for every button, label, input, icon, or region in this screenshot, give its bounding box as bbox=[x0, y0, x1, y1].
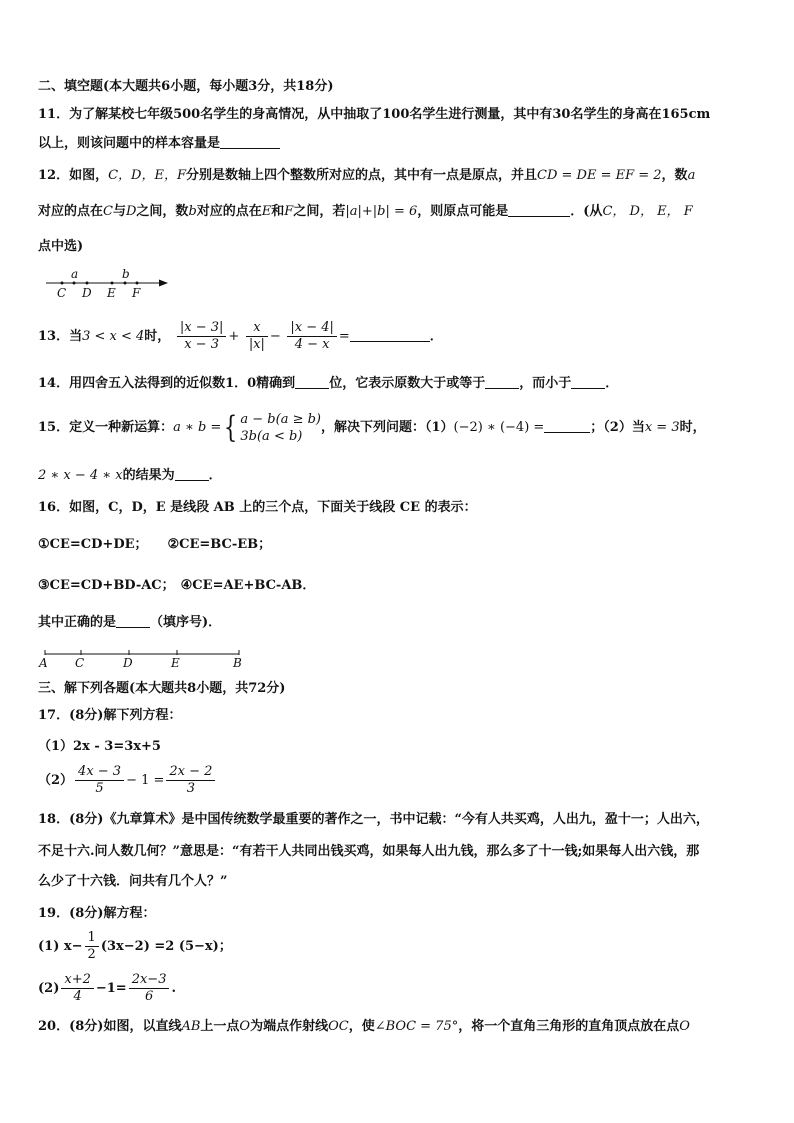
q12-text: ，则原点可能是 bbox=[417, 204, 509, 219]
q15-cases bbox=[240, 411, 321, 445]
q19-part2 bbox=[38, 970, 176, 1008]
fraction-denominator: 6 bbox=[144, 989, 154, 1004]
q20-text: ，使 bbox=[348, 1019, 375, 1034]
q13-fraction-3 bbox=[287, 320, 337, 353]
q14-text: 14．用四舍五入法得到的近似数1．0精确到 bbox=[38, 376, 296, 391]
q17-fraction-1 bbox=[75, 764, 124, 797]
label-C: C bbox=[57, 286, 67, 300]
q11-answer-blank bbox=[220, 136, 280, 149]
q16-option-1: ①CE=CD+DE； bbox=[38, 537, 148, 552]
q16-line1: 16．如图，C，D，E 是线段 AB 上的三个点，下面关于线段 CE 的表示： bbox=[38, 500, 477, 515]
point-b bbox=[124, 282, 127, 285]
q15-condition: x = 3 bbox=[644, 420, 680, 435]
q19-operator: −1= bbox=[95, 981, 127, 996]
fraction-denominator: 4 bbox=[73, 989, 82, 1004]
label-E: E bbox=[107, 286, 116, 300]
q12-text: 之间，数 bbox=[136, 204, 189, 219]
q19-fraction-half bbox=[85, 930, 99, 963]
q14-line bbox=[38, 375, 618, 393]
q20-text: ，将一个直角三角形的直角顶点放在点 bbox=[458, 1019, 680, 1034]
q17-operator: − 1 = bbox=[126, 773, 165, 788]
q15-case-2: 3b(a < b) bbox=[240, 428, 303, 444]
q12-answer-blank bbox=[508, 204, 570, 217]
q20-var: O bbox=[679, 1019, 690, 1034]
q13-text: 时， bbox=[144, 329, 171, 344]
fraction-denominator: x − 3 bbox=[184, 337, 219, 352]
section3-heading: 三、解下列各题(本大题共8小题，共72分) bbox=[38, 681, 286, 696]
q15-brace: { bbox=[224, 409, 238, 445]
q12-vars: C，D，E，F bbox=[108, 168, 186, 183]
fraction-numerator: x bbox=[246, 320, 268, 337]
q19-part1-label: (1) x− bbox=[38, 939, 83, 954]
fraction-numerator: 1 bbox=[85, 930, 99, 947]
q15-case-1: a − b(a ≥ b) bbox=[240, 411, 321, 427]
q12-text: 之间，若 bbox=[293, 204, 346, 219]
fraction-denominator: 2 bbox=[87, 947, 96, 962]
q16-line2 bbox=[38, 536, 271, 554]
q17-title: 17．(8分)解下列方程： bbox=[38, 708, 182, 723]
q12-equation: |a|+|b| = 6 bbox=[345, 204, 418, 219]
q12-line2 bbox=[38, 203, 693, 221]
label-A: A bbox=[39, 656, 48, 670]
q15-text: ． bbox=[208, 468, 222, 483]
q15-blank-1 bbox=[544, 420, 590, 433]
point-a bbox=[73, 282, 76, 285]
q12-var-a: a bbox=[687, 168, 696, 183]
q16-option-3: ③CE=CD+BD-AC； bbox=[38, 578, 175, 593]
q18-line2: 不足十六.问人数几何？”意思是：“有若干人共同出钱买鸡，如果每人出九钱，那么多了十一钱;如果每人出六钱，那 bbox=[38, 844, 700, 859]
q15-text: 的结果为 bbox=[122, 468, 175, 483]
label-C: C bbox=[75, 656, 85, 670]
fraction-numerator: 2x − 2 bbox=[166, 764, 215, 781]
q20-text: 上一点 bbox=[200, 1019, 240, 1034]
q14-blank-3 bbox=[571, 376, 605, 389]
q19-part2-label: (2) bbox=[38, 981, 60, 996]
q12-var: D bbox=[125, 204, 137, 219]
fraction-numerator: |x − 3| bbox=[177, 320, 227, 337]
q15-blank-2 bbox=[175, 468, 209, 481]
q15-expression: (−2) ∗ (−4) = bbox=[453, 420, 545, 435]
q20-var: AB bbox=[181, 1019, 201, 1034]
label-b: b bbox=[122, 267, 130, 281]
q14-blank-2 bbox=[485, 376, 519, 389]
q14-text: ，而小于 bbox=[519, 376, 572, 391]
q13-text: ． bbox=[429, 329, 443, 344]
q17-part1: （1）2x - 3=3x+5 bbox=[38, 739, 161, 754]
label-D: D bbox=[82, 286, 92, 300]
q15-text: 15．定义一种新运算： bbox=[38, 420, 174, 435]
q19-fraction-2 bbox=[129, 972, 170, 1005]
q12-text: 和 bbox=[271, 204, 285, 219]
q19-fraction-1 bbox=[61, 972, 94, 1005]
fraction-denominator: 5 bbox=[95, 781, 104, 796]
q11-text: 以上，则该问题中的样本容量是 bbox=[38, 136, 221, 151]
q13-fraction-2 bbox=[246, 320, 268, 353]
q16-text: （填序号)． bbox=[150, 615, 222, 630]
q20-var: OC bbox=[328, 1019, 349, 1034]
point-D bbox=[86, 282, 89, 285]
label-B: B bbox=[233, 656, 242, 670]
point-E bbox=[111, 282, 114, 285]
q16-line4 bbox=[38, 614, 221, 632]
q13-plus: + bbox=[228, 329, 240, 344]
q20-var: O bbox=[239, 1019, 251, 1034]
q16-segment-figure bbox=[36, 647, 251, 671]
fraction-numerator: |x − 4| bbox=[287, 320, 337, 337]
q15-line1 bbox=[38, 408, 706, 448]
q12-line1 bbox=[38, 167, 695, 185]
q12-text: 12．如图， bbox=[38, 168, 109, 183]
fraction-numerator: x+2 bbox=[61, 972, 94, 989]
q12-text: ，数 bbox=[661, 168, 688, 183]
q13-equals: = bbox=[338, 329, 350, 344]
q12-line3: 点中选) bbox=[38, 239, 84, 254]
fraction-denominator: 3 bbox=[186, 781, 196, 796]
q13-condition: 3 < x < 4 bbox=[82, 329, 145, 344]
fraction-numerator: 4x − 3 bbox=[75, 764, 124, 781]
q12-text: 对应的点在 bbox=[38, 204, 104, 219]
q13-answer-blank bbox=[350, 329, 430, 342]
q14-blank-1 bbox=[295, 376, 329, 389]
q20-line1 bbox=[38, 1018, 690, 1036]
q15-text: ；（2）当 bbox=[590, 420, 645, 435]
q20-text: 20．(8分)如图，以直线 bbox=[38, 1019, 182, 1034]
point-C bbox=[61, 282, 64, 285]
q12-var: F bbox=[284, 204, 294, 219]
q13-minus: − bbox=[269, 329, 281, 344]
number-line-arrow bbox=[159, 280, 168, 287]
q14-text: 位，它表示原数大于或等于 bbox=[329, 376, 486, 391]
q17-part2-label: （2） bbox=[38, 773, 74, 788]
q16-option-4: ④CE=AE+BC-AB． bbox=[180, 578, 316, 593]
q13-text: 13．当 bbox=[38, 329, 83, 344]
q13-line bbox=[38, 317, 443, 357]
fraction-denominator: 4 − x bbox=[294, 337, 330, 352]
q11-line1: 11．为了解某校七年级500名学生的身高情况，从中抽取了100名学生进行测量，其中有30名学生的身高在165cm bbox=[38, 107, 711, 122]
fraction-denominator: |x| bbox=[248, 337, 265, 352]
point-F bbox=[136, 282, 139, 285]
label-E: E bbox=[171, 656, 180, 670]
q12-text: ．(从 bbox=[570, 204, 603, 219]
q17-fraction-2 bbox=[166, 764, 215, 797]
label-a: a bbox=[71, 267, 79, 281]
q19-title: 19．(8分)解方程： bbox=[38, 906, 156, 921]
q19-text: . bbox=[171, 981, 177, 996]
q15-line2 bbox=[38, 467, 222, 485]
q16-answer-blank bbox=[116, 615, 150, 628]
q12-vars: C， D， E， F bbox=[602, 204, 693, 219]
label-F: F bbox=[132, 286, 141, 300]
label-D: D bbox=[123, 656, 133, 670]
q18-line3: 么少了十六钱．问共有几个人？” bbox=[38, 874, 228, 889]
q16-option-2: ②CE=BC-EB； bbox=[167, 537, 272, 552]
q18-line1: 18．(8分)《九章算术》是中国传统数学最重要的著作之一，书中记载：“今有人共买鸡，人出九，盈十一；人出六， bbox=[38, 812, 709, 827]
q12-number-line-figure bbox=[40, 266, 180, 300]
q15-expression-2: 2 ∗ x − 4 ∗ x bbox=[38, 468, 123, 483]
q12-var: C bbox=[103, 204, 113, 219]
q14-text: ． bbox=[605, 376, 619, 391]
section2-heading: 二、填空题(本大题共6小题，每小题3分，共18分) bbox=[38, 79, 334, 94]
q12-text: 对应的点在 bbox=[196, 204, 262, 219]
q12-var: b bbox=[188, 204, 197, 219]
q20-angle: ∠BOC = 75° bbox=[374, 1019, 459, 1034]
q12-equation: CD = DE = EF = 2 bbox=[537, 168, 662, 183]
q20-text: 为端点作射线 bbox=[250, 1019, 329, 1034]
q19-part1-rest: (3x−2) =2 (5−x)； bbox=[100, 939, 232, 954]
q16-text: 其中正确的是 bbox=[38, 615, 117, 630]
q13-fraction-1 bbox=[177, 320, 227, 353]
q12-var: E bbox=[261, 204, 272, 219]
q15-operation: a ∗ b = bbox=[173, 420, 222, 435]
q15-text: 时， bbox=[679, 420, 706, 435]
fraction-numerator: 2x−3 bbox=[129, 972, 170, 989]
q16-line3 bbox=[38, 577, 315, 595]
q17-part2 bbox=[38, 762, 217, 800]
q19-part1 bbox=[38, 928, 232, 966]
q12-text: 与 bbox=[112, 204, 126, 219]
q11-line2 bbox=[38, 135, 280, 153]
q12-text: 分别是数轴上四个整数所对应的点，其中有一点是原点，并且 bbox=[185, 168, 537, 183]
q15-text: ，解决下列问题：（1） bbox=[321, 420, 454, 435]
